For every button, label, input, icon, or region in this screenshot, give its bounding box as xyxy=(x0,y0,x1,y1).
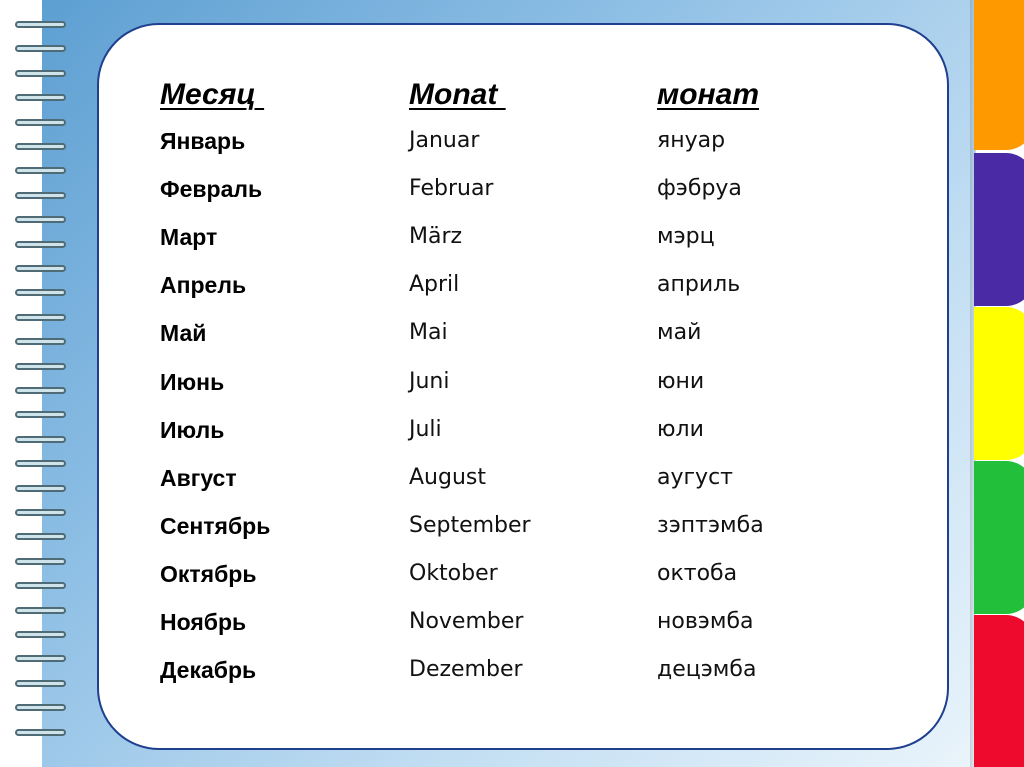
month-ru-cell: Март xyxy=(160,224,218,250)
table-row xyxy=(160,320,860,360)
spiral-ring xyxy=(15,509,66,516)
month-de-cell: November xyxy=(409,609,524,634)
spiral-ring xyxy=(15,631,66,638)
tab-orange[interactable] xyxy=(974,0,1024,150)
spiral-ring xyxy=(15,289,66,296)
month-ru-cell: Октябрь xyxy=(160,561,257,587)
month-de-cell: Mai xyxy=(409,320,448,345)
tab-yellow[interactable] xyxy=(974,307,1024,460)
month-transcription-cell: фэбруа xyxy=(657,176,742,201)
table-row xyxy=(160,272,860,312)
spiral-ring xyxy=(15,70,66,77)
month-ru-cell: Декабрь xyxy=(160,657,257,683)
spiral-ring xyxy=(15,265,66,272)
spiral-ring xyxy=(15,607,66,614)
spiral-ring xyxy=(15,582,66,589)
month-ru-cell: Январь xyxy=(160,128,246,154)
spiral-ring xyxy=(15,363,66,370)
month-de-cell: April xyxy=(409,272,460,297)
spiral-ring xyxy=(15,338,66,345)
spiral-ring xyxy=(15,192,66,199)
spiral-ring xyxy=(15,21,66,28)
month-ru-cell: Август xyxy=(160,465,237,491)
month-de-cell: Oktober xyxy=(409,561,498,586)
binding-strip xyxy=(0,0,42,767)
month-transcription-cell: юни xyxy=(657,369,705,394)
month-ru-cell: Апрель xyxy=(160,272,247,298)
spiral-ring xyxy=(15,143,66,150)
spiral-ring xyxy=(15,387,66,394)
header-month-de: Monat xyxy=(409,78,506,111)
spiral-ring xyxy=(15,411,66,418)
spiral-ring xyxy=(15,216,66,223)
tab-green[interactable] xyxy=(974,461,1024,614)
spiral-ring xyxy=(15,680,66,687)
spiral-ring xyxy=(15,655,66,662)
month-ru-cell: Июль xyxy=(160,417,225,443)
month-transcription-cell: май xyxy=(657,320,702,345)
header-month-ru: Месяц xyxy=(160,78,265,111)
spiral-ring xyxy=(15,241,66,248)
header-month-transcription: монат xyxy=(657,78,759,111)
month-ru-cell: Май xyxy=(160,320,207,346)
tab-purple[interactable] xyxy=(974,153,1024,306)
month-de-cell: Januar xyxy=(409,128,480,153)
month-transcription-cell: мэрц xyxy=(657,224,715,249)
month-de-cell: Juni xyxy=(409,369,450,394)
month-de-cell: Februar xyxy=(409,176,494,201)
table-row xyxy=(160,465,860,505)
spiral-ring xyxy=(15,533,66,540)
spiral-ring xyxy=(15,45,66,52)
spiral-ring xyxy=(15,558,66,565)
spiral-ring xyxy=(15,485,66,492)
month-transcription-cell: априль xyxy=(657,272,741,297)
table-row xyxy=(160,369,860,409)
table-row xyxy=(160,609,860,649)
spiral-ring xyxy=(15,436,66,443)
table-row xyxy=(160,128,860,168)
table-row xyxy=(160,176,860,216)
month-transcription-cell: януар xyxy=(657,128,726,153)
tab-red[interactable] xyxy=(974,615,1024,767)
month-transcription-cell: октоба xyxy=(657,561,738,586)
month-transcription-cell: юли xyxy=(657,417,704,442)
month-de-cell: September xyxy=(409,513,531,538)
table-row xyxy=(160,224,860,264)
spiral-ring xyxy=(15,167,66,174)
month-transcription-cell: децэмба xyxy=(657,657,757,682)
month-de-cell: August xyxy=(409,465,486,490)
month-transcription-cell: зэптэмба xyxy=(657,513,764,538)
table-row xyxy=(160,513,860,553)
spiral-ring xyxy=(15,314,66,321)
spiral-ring xyxy=(15,119,66,126)
month-de-cell: Dezember xyxy=(409,657,523,682)
month-transcription-cell: аугуст xyxy=(657,465,733,490)
month-de-cell: Juli xyxy=(409,417,442,442)
spiral-ring xyxy=(15,460,66,467)
spiral-ring xyxy=(15,94,66,101)
month-transcription-cell: новэмба xyxy=(657,609,754,634)
month-de-cell: März xyxy=(409,224,463,249)
month-ru-cell: Февраль xyxy=(160,176,263,202)
month-ru-cell: Сентябрь xyxy=(160,513,271,539)
month-ru-cell: Июнь xyxy=(160,369,225,395)
spiral-ring xyxy=(15,704,66,711)
table-row xyxy=(160,561,860,601)
table-row xyxy=(160,657,860,697)
spiral-ring xyxy=(15,729,66,736)
table-row xyxy=(160,417,860,457)
month-ru-cell: Ноябрь xyxy=(160,609,247,635)
